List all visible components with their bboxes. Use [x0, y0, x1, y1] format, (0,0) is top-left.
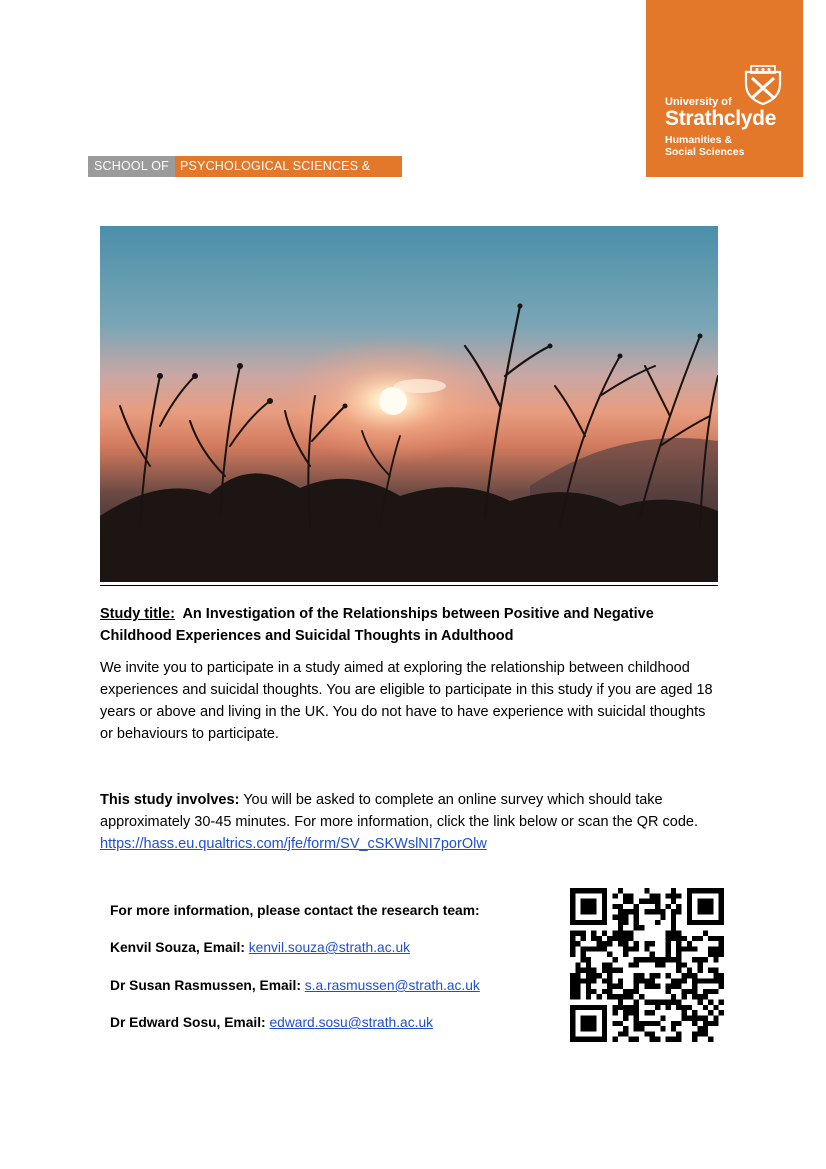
contact-email-link[interactable]: edward.sosu@strath.ac.uk	[269, 1015, 434, 1030]
contact-label: Dr Susan Rasmussen, Email:	[110, 978, 301, 993]
involves-text: You will be asked to complete an online survey which should take approximately 30-45 minutes. For more information, click the link below or scan the QR code.	[100, 792, 698, 830]
logo-faculty-line2: Social Sciences	[665, 146, 745, 158]
school-band	[88, 156, 402, 194]
involves-paragraph	[100, 789, 720, 855]
intro-paragraph: We invite you to participate in a study aimed at exploring the relationship between childhood experiences and suicidal thoughts. You are eligible to participate in this study if you are aged 18 years or above and living in the UK. You do not have to have experience with suicidal thoughts or behaviours to participate.	[100, 660, 713, 742]
study-title	[100, 603, 720, 647]
logo-faculty	[665, 134, 744, 158]
logo-name: Strathclyde	[665, 107, 777, 130]
university-logo	[646, 0, 803, 177]
contact-email-link[interactable]: kenvil.souza@strath.ac.uk	[248, 940, 411, 955]
contact-label: Kenvil Souza, Email:	[110, 940, 245, 955]
involves-label: This study involves:	[100, 792, 240, 808]
contact-row	[110, 940, 410, 955]
divider	[100, 585, 718, 586]
crest-icon	[742, 64, 784, 106]
contact-row	[110, 1015, 433, 1030]
study-title-text: An Investigation of the Relationships between Positive and Negative Childhood Experiences and Suicidal Thoughts in Adulthood	[100, 606, 654, 644]
contact-label: Dr Edward Sosu, Email:	[110, 1015, 266, 1030]
sunset-photo	[100, 226, 718, 582]
contact-email-link[interactable]: s.a.rasmussen@strath.ac.uk	[304, 978, 480, 993]
qr-code-icon[interactable]	[570, 888, 724, 1042]
logo-faculty-line1: Humanities &	[665, 134, 733, 146]
contact-row	[110, 978, 480, 993]
school-prefix: SCHOOL OF	[88, 156, 175, 177]
school-name: PSYCHOLOGICAL SCIENCES & HEALTH	[175, 156, 402, 177]
logo-university-of: University of	[665, 96, 732, 108]
study-title-label: Study title:	[100, 606, 175, 622]
survey-link[interactable]: https://hass.eu.qualtrics.com/jfe/form/SV_cSKWslNI7porOlw	[100, 836, 487, 852]
contacts-heading: For more information, please contact the research team:	[110, 903, 480, 918]
